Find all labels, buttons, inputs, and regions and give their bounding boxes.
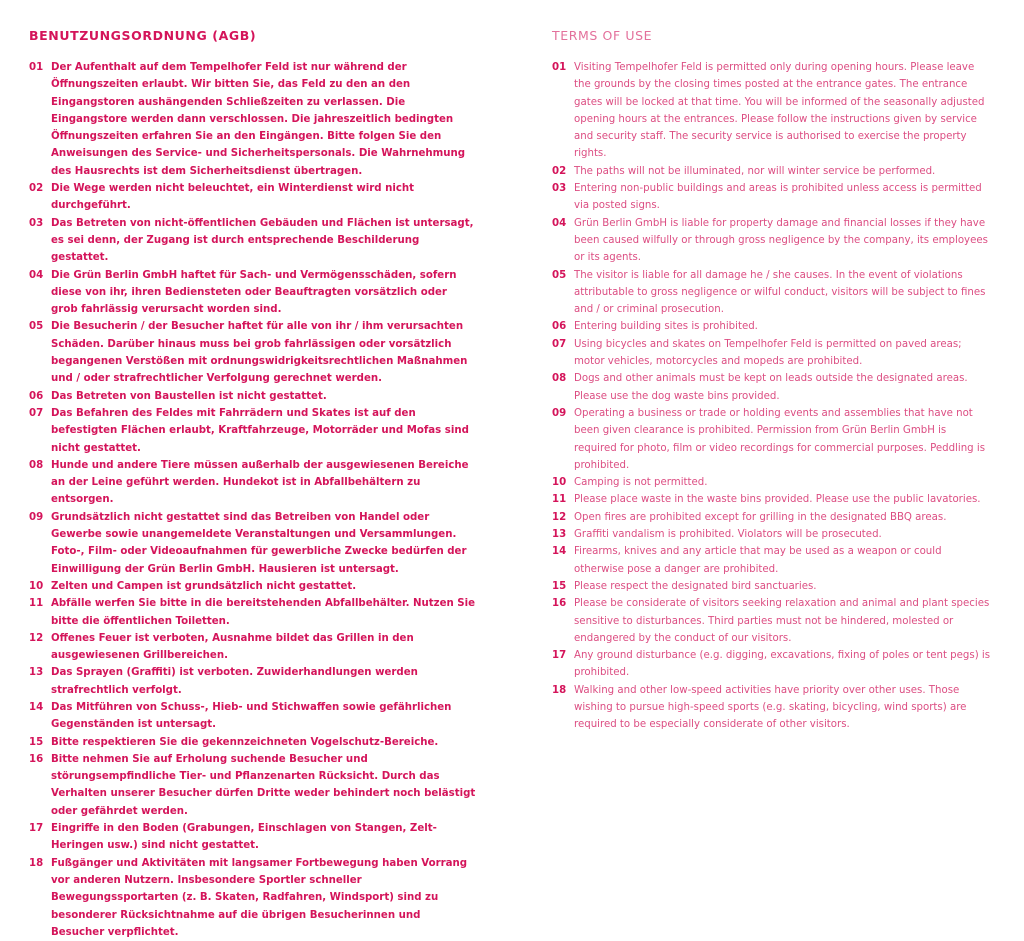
rule-text: Die Besucherin / der Besucher haftet für alle von ihr / ihm verursachten Schäden. Darüber hinaus muss bei grob fahrlässigen oder vorsätzlich begangenen Verstößen mit ordnungswidrigkeitsrechtlichen Maßnahmen und / oder strafrechtlicher Verfolgung gerechnet werden.	[51, 321, 468, 385]
rule-number: 18	[552, 684, 567, 696]
rule-item	[552, 578, 992, 595]
rule-number: 01	[29, 62, 44, 73]
rule-text: Das Befahren des Feldes mit Fahrrädern und Skates ist auf den befestigten Flächen erlaubt, Kraftfahrzeuge, Motorräder und Mofas sind nicht gestattet.	[51, 407, 469, 454]
rule-number: 07	[552, 338, 567, 350]
rule-text: Zelten und Campen ist grundsätzlich nicht gestattet.	[51, 580, 357, 592]
rule-number: 10	[29, 580, 44, 592]
rule-item	[29, 595, 477, 630]
rule-text: Bitte respektieren Sie die gekennzeichneten Vogelschutz-Bereiche.	[51, 736, 439, 748]
rule-item	[552, 215, 992, 267]
english-terms-title: TERMS OF USE	[552, 28, 653, 43]
rule-text: Visiting Tempelhofer Feld is permitted only during opening hours. Please leave the grounds by the closing times posted at the entrance gates. The entrance gates will be locked at that time. You will be informed of the seasonally adjusted opening hours at the entrances. Please follow the instructions given by service and security staff. The security service is authorised to exercise the property rights.	[574, 62, 985, 160]
rule-number: 03	[29, 217, 44, 229]
rule-text: Graffiti vandalism is prohibited. Violators will be prosecuted.	[574, 529, 882, 541]
german-terms-column	[29, 27, 477, 941]
rule-text: The paths will not be illuminated, nor will winter service be performed.	[574, 165, 936, 177]
rule-item	[552, 526, 992, 543]
rule-text: Open fires are prohibited except for grilling in the designated BBQ areas.	[574, 511, 947, 523]
rule-item	[552, 491, 992, 508]
rule-number: 14	[29, 701, 44, 713]
rule-text: Entering non-public buildings and areas is prohibited unless access is permitted via posted signs.	[574, 183, 982, 212]
rule-number: 11	[552, 494, 567, 506]
rule-number: 18	[29, 857, 44, 869]
english-terms-column	[552, 27, 992, 734]
rule-item	[552, 543, 992, 578]
rule-text: Die Wege werden nicht beleuchtet, ein Winterdienst wird nicht durchgeführt.	[51, 183, 415, 212]
rule-item	[29, 180, 477, 215]
rule-text: Das Betreten von Baustellen ist nicht gestattet.	[51, 390, 327, 402]
rule-number: 08	[29, 459, 44, 471]
rule-text: Camping is not permitted.	[574, 477, 708, 489]
rule-item	[29, 267, 477, 319]
rule-item	[552, 509, 992, 526]
rule-item	[29, 215, 477, 267]
rule-number: 17	[552, 650, 567, 662]
rule-item	[29, 630, 477, 665]
rule-text: Please be considerate of visitors seeking relaxation and animal and plant species sensitive to disturbances. Third parties must not be hindered, molested or endangered by the conduct of our visitors.	[574, 598, 990, 644]
rule-item	[29, 734, 477, 751]
rule-item	[29, 59, 477, 180]
rule-number: 01	[552, 62, 567, 73]
rule-number: 09	[552, 407, 567, 419]
rule-item	[552, 405, 992, 474]
rule-text: The visitor is liable for all damage he / she causes. In the event of violations attributable to gross negligence or wilful conduct, visitors will be subject to fines and / or criminal prosecution.	[574, 269, 986, 316]
rule-number: 15	[29, 736, 44, 748]
rule-number: 05	[552, 269, 567, 281]
rule-text: Das Mitführen von Schuss-, Hieb- und Stichwaffen sowie gefährlichen Gegenständen ist untersagt.	[51, 701, 452, 731]
rule-text: Das Betreten von nicht-öffentlichen Gebäuden und Flächen ist untersagt, es sei denn, der Zugang ist durch entsprechende Beschilderung gestattet.	[51, 217, 474, 264]
rule-number: 15	[552, 580, 567, 592]
rule-item	[552, 318, 992, 335]
rule-item	[552, 267, 992, 319]
rule-item	[29, 664, 477, 699]
rule-number: 06	[552, 321, 567, 333]
rule-number: 02	[29, 183, 44, 195]
english-rule-list	[552, 59, 992, 734]
rule-text: Please respect the designated bird sanctuaries.	[574, 580, 817, 592]
rule-item	[552, 682, 992, 734]
rule-text: Entering building sites is prohibited.	[574, 321, 758, 333]
rule-item	[29, 820, 477, 855]
rule-text: Dogs and other animals must be kept on leads outside the designated areas. Please use the dog waste bins provided.	[574, 373, 968, 402]
rule-number: 09	[29, 511, 44, 523]
rule-item	[552, 59, 992, 163]
rule-text: Abfälle werfen Sie bitte in die bereitstehenden Abfallbehälter. Nutzen Sie bitte die öffentlichen Toiletten.	[51, 598, 476, 627]
rule-text: Using bicycles and skates on Tempelhofer Feld is permitted on paved areas; motor vehicles, motorcycles and mopeds are prohibited.	[574, 338, 962, 368]
rule-item	[29, 388, 477, 405]
rule-number: 10	[552, 477, 567, 489]
rule-text: Any ground disturbance (e.g. digging, excavations, fixing of poles or tent pegs) is prohibited.	[574, 650, 991, 679]
rule-number: 03	[552, 183, 567, 195]
rule-number: 07	[29, 407, 44, 419]
rule-item	[552, 336, 992, 371]
rule-number: 08	[552, 373, 567, 385]
rule-text: Das Sprayen (Graffiti) ist verboten. Zuwiderhandlungen werden strafrechtlich verfolgt.	[51, 667, 418, 696]
rule-text: Please place waste in the waste bins provided. Please use the public lavatories.	[574, 494, 981, 506]
rule-number: 05	[29, 321, 44, 333]
rule-text: Walking and other low-speed activities have priority over other uses. Those wishing to pursue high-speed sports (e.g. skating, bicycling, wind sports) are required to be especially considerate of other visitors.	[574, 684, 967, 731]
rule-number: 13	[552, 529, 567, 541]
rule-item	[552, 370, 992, 405]
rule-number: 16	[29, 753, 44, 765]
rule-text: Hunde und andere Tiere müssen außerhalb der ausgewiesenen Bereiche an der Leine geführt werden. Hundekot ist in Abfallbehältern zu entsorgen.	[51, 459, 469, 506]
rule-text: Grundsätzlich nicht gestattet sind das Betreiben von Handel oder Gewerbe sowie unangemeldete Veranstaltungen und Versammlungen. Foto-, Film- oder Videoaufnahmen für gewerbliche Zwecke bedürfen der Einwilligung der Grün Berlin GmbH. Hausieren ist untersagt.	[51, 511, 467, 575]
rule-number: 04	[29, 269, 44, 281]
rule-number: 04	[552, 217, 567, 229]
rule-item	[552, 595, 992, 647]
rule-item	[552, 163, 992, 180]
rule-number: 06	[29, 390, 44, 402]
rule-text: Firearms, knives and any article that may be used as a weapon or could otherwise pose a danger are prohibited.	[574, 546, 942, 575]
rule-item	[552, 474, 992, 491]
rule-text: Grün Berlin GmbH is liable for property damage and financial losses if they have been caused wilfully or through gross negligence by the company, its employees or its agents.	[574, 217, 988, 264]
rule-number: 11	[29, 598, 44, 610]
rule-item	[29, 405, 477, 457]
rule-number: 12	[29, 632, 44, 644]
german-terms-title: BENUTZUNGSORDNUNG (AGB)	[29, 28, 257, 43]
rule-item	[552, 647, 992, 682]
rule-item	[29, 578, 477, 595]
rule-item	[29, 457, 477, 509]
rule-item	[29, 318, 477, 387]
rule-item	[29, 751, 477, 820]
rule-text: Offenes Feuer ist verboten, Ausnahme bildet das Grillen in den ausgewiesenen Grillbereichen.	[51, 632, 414, 662]
rule-item	[552, 180, 992, 215]
rule-number: 16	[552, 598, 567, 610]
rule-item	[29, 855, 477, 941]
rule-item	[29, 699, 477, 734]
rule-text: Operating a business or trade or holding events and assemblies that have not been given clearance is prohibited. Permission from Grün Berlin GmbH is required for photo, film or video recordings for commercial purposes. Peddling is prohibited.	[574, 407, 986, 471]
rule-number: 17	[29, 823, 44, 835]
rule-text: Eingriffe in den Boden (Grabungen, Einschlagen von Stangen, Zelt-Heringen usw.) sind nicht gestattet.	[51, 823, 437, 852]
rule-text: Fußgänger und Aktivitäten mit langsamer Fortbewegung haben Vorrang vor anderen Nutzern. Insbesondere Sportler schneller Bewegungssportarten (z. B. Skaten, Radfahren, Windsport) sind zu besonderer Rücksichtnahme auf die übrigen Besucherinnen und Besucher verpflichtet.	[51, 857, 468, 938]
rule-number: 02	[552, 165, 567, 177]
rule-text: Bitte nehmen Sie auf Erholung suchende Besucher und störungsempfindliche Tier- und Pflanzenarten Rücksicht. Durch das Verhalten unserer Besucher dürfen Dritte weder behindert noch belästigt oder gefährdet werden.	[51, 753, 476, 817]
german-rule-list	[29, 59, 477, 941]
rule-item	[29, 509, 477, 578]
rule-number: 12	[552, 511, 567, 523]
rule-number: 14	[552, 546, 567, 558]
rule-number: 13	[29, 667, 44, 679]
rule-text: Der Aufenthalt auf dem Tempelhofer Feld ist nur während der Öffnungszeiten erlaubt. Wir bitten Sie, das Feld zu den an den Eingangstoren aushängenden Schließzeiten zu verlassen. Die Eingangstore werden dann verschlossen. Die jahreszeitlich bedingten Öffnungszeiten erfahren Sie an den Eingängen. Bitte folgen Sie den Anweisungen des Service- und Sicherheitspersonals. Die Wahrnehmung des Hausrechts ist dem Sicherheitsdienst übertragen.	[51, 62, 466, 177]
rule-text: Die Grün Berlin GmbH haftet für Sach- und Vermögensschäden, sofern diese von ihr, ihren Bediensteten oder Beauftragten vorsätzlich oder grob fahrlässig verursacht worden sind.	[51, 269, 457, 316]
